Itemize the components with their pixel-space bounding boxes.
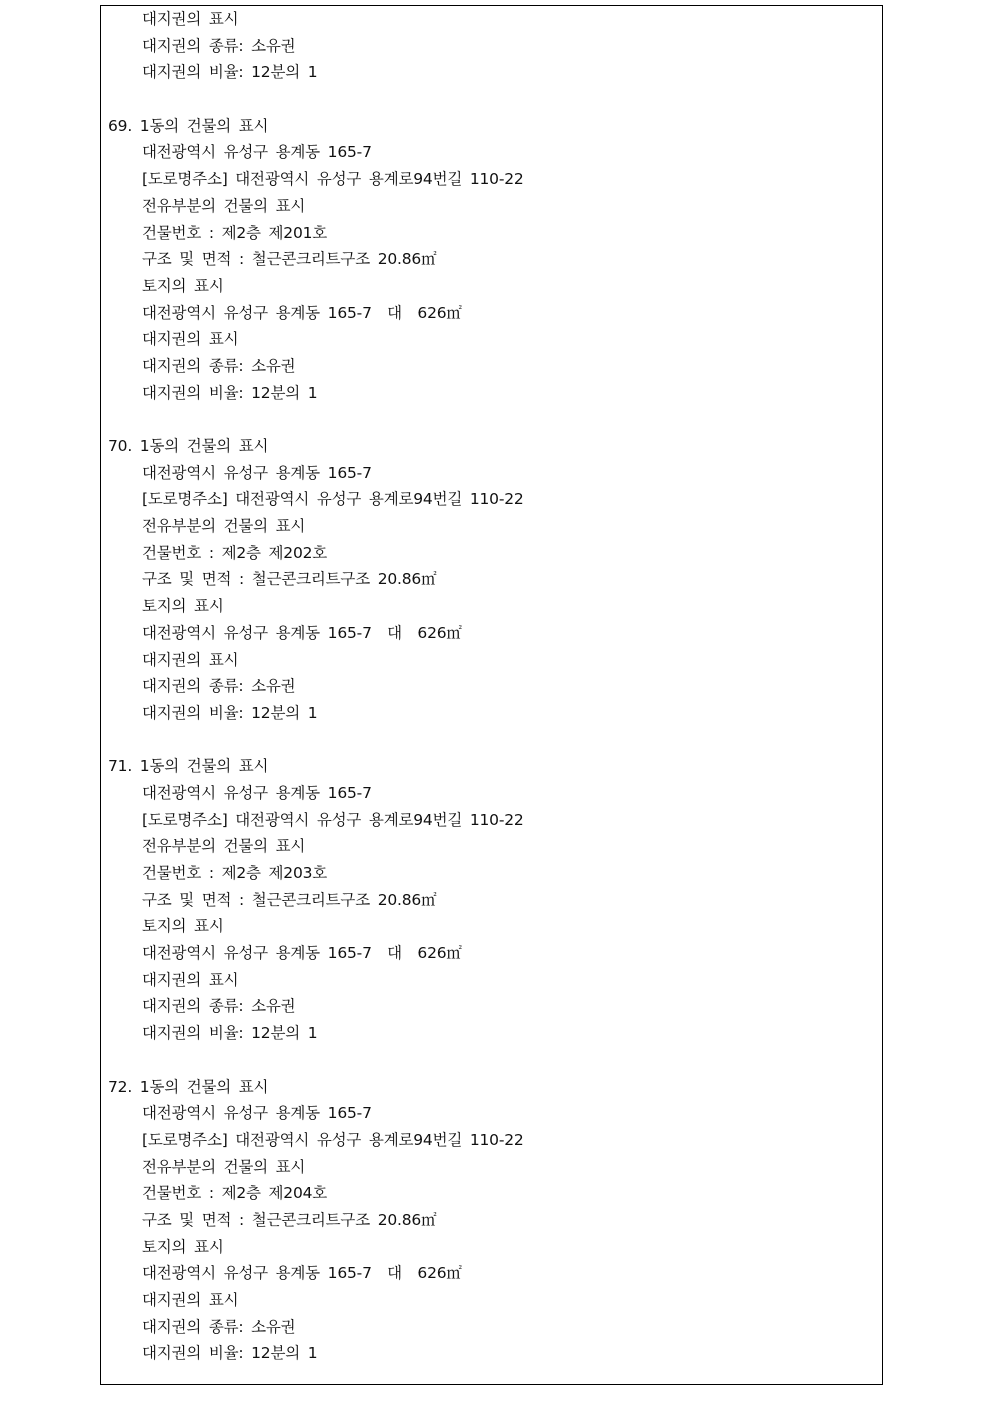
doc-line: 대전광역시 유성구 용계동 165-7 대 626㎡ bbox=[142, 623, 462, 642]
entry-heading: 72. 1동의 건물의 표시 bbox=[108, 1077, 269, 1096]
doc-line: 구조 및 면적 : 철근콘크리트구조 20.86㎡ bbox=[142, 890, 437, 909]
doc-line: 대지권의 표시 bbox=[142, 1291, 239, 1309]
doc-line: 대지권의 표시 bbox=[142, 10, 239, 28]
doc-line: 대전광역시 유성구 용계동 165-7 대 626㎡ bbox=[142, 944, 462, 963]
doc-line: 대전광역시 유성구 용계동 165-7 bbox=[142, 783, 372, 802]
doc-line: 대전광역시 유성구 용계동 165-7 bbox=[142, 463, 372, 482]
doc-line: 전유부분의 건물의 표시 bbox=[142, 1157, 306, 1176]
doc-line: 토지의 표시 bbox=[142, 917, 224, 936]
doc-line: 구조 및 면적 : 철근콘크리트구조 20.86㎡ bbox=[142, 1210, 437, 1229]
doc-line: 건물번호 : 제2층 제203호 bbox=[142, 864, 328, 882]
doc-line: 대지권의 비율: 12분의 1 bbox=[142, 1344, 318, 1363]
doc-line: 대지권의 종류: 소유권 bbox=[142, 36, 296, 55]
doc-line: 구조 및 면적 : 철근콘크리트구조 20.86㎡ bbox=[142, 570, 437, 589]
doc-line: 대지권의 종류: 소유권 bbox=[142, 997, 296, 1016]
doc-line: [도로명주소] 대전광역시 유성구 용계로94번길 110-22 bbox=[142, 810, 524, 829]
doc-line: 건물번호 : 제2층 제201호 bbox=[142, 223, 328, 242]
doc-line: 대지권의 비율: 12분의 1 bbox=[142, 703, 318, 722]
doc-line: 대지권의 종류: 소유권 bbox=[142, 677, 296, 696]
doc-line: 대지권의 종류: 소유권 bbox=[142, 1317, 296, 1336]
doc-line: 전유부분의 건물의 표시 bbox=[142, 837, 306, 856]
doc-line: 대전광역시 유성구 용계동 165-7 bbox=[142, 1104, 372, 1123]
doc-line: 구조 및 면적 : 철근콘크리트구조 20.86㎡ bbox=[142, 250, 437, 269]
doc-line: [도로명주소] 대전광역시 유성구 용계로94번길 110-22 bbox=[142, 490, 524, 509]
doc-line: [도로명주소] 대전광역시 유성구 용계로94번길 110-22 bbox=[142, 170, 524, 189]
doc-line: 건물번호 : 제2층 제202호 bbox=[142, 543, 328, 562]
doc-line: 토지의 표시 bbox=[142, 597, 224, 616]
entry-heading: 70. 1동의 건물의 표시 bbox=[108, 437, 269, 455]
spacer bbox=[108, 86, 882, 113]
doc-line: 대전광역시 유성구 용계동 165-7 대 626㎡ bbox=[142, 303, 462, 322]
doc-line: 토지의 표시 bbox=[142, 276, 224, 295]
doc-line: 대지권의 표시 bbox=[142, 650, 239, 669]
doc-line: 대전광역시 유성구 용계동 165-7 대 626㎡ bbox=[142, 1264, 462, 1283]
document-content bbox=[108, 6, 882, 1367]
spacer bbox=[108, 406, 882, 433]
spacer bbox=[108, 1047, 882, 1074]
spacer bbox=[108, 727, 882, 754]
entry-heading: 69. 1동의 건물의 표시 bbox=[108, 116, 269, 135]
doc-line: 대지권의 종류: 소유권 bbox=[142, 356, 296, 375]
document-frame bbox=[100, 5, 883, 1385]
doc-line: 대지권의 비율: 12분의 1 bbox=[142, 63, 318, 82]
doc-line: 대지권의 비율: 12분의 1 bbox=[142, 1024, 318, 1043]
doc-line: 전유부분의 건물의 표시 bbox=[142, 517, 306, 536]
doc-line: 대지권의 표시 bbox=[142, 330, 239, 349]
doc-line: [도로명주소] 대전광역시 유성구 용계로94번길 110-22 bbox=[142, 1130, 524, 1149]
entry-heading: 71. 1동의 건물의 표시 bbox=[108, 757, 269, 776]
doc-line: 대지권의 비율: 12분의 1 bbox=[142, 383, 318, 402]
doc-line: 전유부분의 건물의 표시 bbox=[142, 196, 306, 215]
doc-line: 건물번호 : 제2층 제204호 bbox=[142, 1184, 328, 1203]
doc-line: 대지권의 표시 bbox=[142, 970, 239, 989]
doc-line: 대전광역시 유성구 용계동 165-7 bbox=[142, 143, 372, 162]
doc-line: 토지의 표시 bbox=[142, 1237, 224, 1256]
